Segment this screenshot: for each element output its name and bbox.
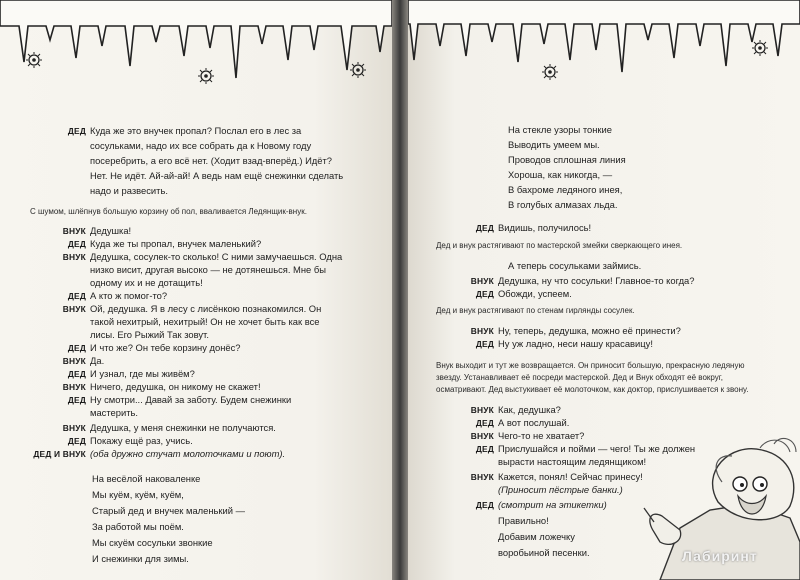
dialogue-line: одному их и не дотащить!	[90, 277, 203, 288]
verse-line: И снежинки для зимы.	[92, 553, 189, 564]
dialogue-line: Ну смотри... Давай за заботу. Будем снежинки	[90, 394, 292, 405]
dialogue-line: Чего-то не хватает?	[498, 430, 585, 441]
dialogue-line: Дедушка!	[90, 225, 132, 236]
stage-direction: осматривают. Дед выстукивает её молоточком, как доктор, прислушивается к звону.	[436, 385, 749, 394]
dialogue-line: лисы. Его Рыжий Так зовут.	[90, 329, 209, 340]
speaker-label: ДЕД	[67, 239, 86, 249]
dialogue-line: Видишь, получилось!	[498, 222, 592, 233]
dialogue-line: воробьиной песенки.	[498, 547, 590, 558]
speaker-label: ВНУК	[62, 252, 86, 262]
speaker-label: ДЕД	[475, 444, 494, 454]
stage-direction: С шумом, шлёпнув большую корзину об пол, вваливается Ледянщик-внук.	[30, 207, 307, 216]
dialogue-line: Дедушка, у меня снежинки не получаются.	[90, 422, 276, 433]
speaker-label: ВНУК	[470, 472, 494, 482]
dialogue-line: вырасти настоящим ледянщиком!	[498, 456, 647, 467]
speaker-label: ДЕД	[67, 126, 86, 136]
dialogue-line: Правильно!	[498, 515, 549, 526]
speaker-label: ДЕД	[67, 343, 86, 353]
dialogue-line: Как, дедушка?	[498, 404, 561, 415]
publisher-watermark: Лабиринт	[682, 548, 758, 564]
speaker-label: ВНУК	[62, 304, 86, 314]
speaker-label: ВНУК	[470, 431, 494, 441]
verse-line: На весёлой наковаленке	[92, 473, 201, 484]
dialogue-line: Покажу ещё раз, учись.	[90, 435, 193, 446]
dialogue-line: И что же? Он тебе корзину донёс?	[90, 342, 241, 353]
dialogue-line: Да.	[90, 355, 105, 366]
speaker-label: ВНУК	[62, 423, 86, 433]
verse-line: Старый дед и внучек маленький —	[92, 505, 245, 516]
stage-direction-inline: (оба дружно стучат молоточками и поют).	[90, 448, 286, 459]
verse-line: Мы куём, куём, куём,	[92, 489, 184, 500]
snowflake-icon	[198, 68, 214, 84]
dialogue-line: Дедушка, сосулек-то сколько! С ними замучаешься. Одна	[90, 251, 343, 262]
speaker-label: ДЕД	[475, 339, 494, 349]
stage-direction: звезду. Устанавливает её посреди мастерской. Дед и Внук обходят её вокруг,	[436, 373, 723, 382]
icicles-decoration-left	[0, 0, 392, 110]
verse-line: Проводов сплошная линия	[508, 154, 626, 165]
verse-line: За работой мы поём.	[92, 521, 184, 532]
dialogue-line: низко висит, другая высоко — не дотянешься. Мне бы	[90, 264, 326, 275]
dialogue-line: сосульками, надо их все собрать да к Новому году	[90, 140, 312, 151]
dialogue-line: Куда же ты пропал, внучек маленький?	[90, 238, 262, 249]
speaker-label: ДЕД	[67, 369, 86, 379]
speaker-label: ВНУК	[470, 405, 494, 415]
dialogue-line: Куда же это внучек пропал? Послал его в лес за	[90, 125, 302, 136]
left-page	[0, 0, 392, 580]
snowflake-icon	[350, 62, 366, 78]
speaker-label: ДЕД	[475, 223, 494, 233]
verse-line: В бахроме ледяного инея,	[508, 184, 623, 195]
speaker-label: ВНУК	[62, 382, 86, 392]
stage-direction: Внук выходит и тут же возвращается. Он приносит большую, прекрасную ледяную	[436, 361, 745, 370]
stage-direction-inline: (Приносит пёстрые банки.)	[498, 484, 623, 495]
verse-line: Мы скуём сосульки звонкие	[92, 537, 213, 548]
speaker-label: ДЕД	[67, 395, 86, 405]
verse-line: Выводить умеем мы.	[508, 139, 600, 150]
dialogue-line: Обожди, успеем.	[498, 288, 572, 299]
speaker-label: ВНУК	[470, 326, 494, 336]
dialogue-line: Дедушка, ну что сосульки! Главное-то когда?	[498, 275, 695, 286]
speaker-label: ДЕД	[67, 291, 86, 301]
dialogue-line: Ну, теперь, дедушка, можно её принести?	[498, 325, 681, 336]
dialogue-line: А вот послушай.	[498, 417, 570, 428]
dialogue-line: Добавим ложечку	[498, 531, 575, 542]
dialogue-line: Ничего, дедушка, он никому не скажет!	[90, 381, 261, 392]
verse-line: Хороша, как никогда, —	[508, 169, 613, 180]
dialogue-line: Кажется, понял! Сейчас принесу!	[498, 471, 643, 482]
dialogue-line: Нет. Не идёт. Ай-ай-ай! А ведь нам ещё снежинки сделать	[90, 170, 344, 181]
dialogue-line: мастерить.	[90, 407, 138, 418]
dialogue-line: И узнал, где мы живём?	[90, 368, 195, 379]
snowflake-icon	[752, 40, 768, 56]
speaker-label: ВНУК	[470, 276, 494, 286]
verse-line: В голубых алмазах льда.	[508, 199, 618, 210]
snowflake-icon	[542, 64, 558, 80]
icicles-decoration-right	[408, 0, 800, 110]
stage-direction: Дед и внук растягивают по мастерской змейки сверкающего инея.	[436, 241, 683, 250]
stage-direction-inline: (смотрит на этикетки)	[498, 499, 607, 510]
speaker-label: ДЕД	[475, 418, 494, 428]
verse-line: А теперь сосульками займись.	[508, 260, 642, 271]
dialogue-line: Прислушайся и пойми — чего! Ты же должен	[498, 443, 696, 454]
dialogue-line: А кто ж помог-то?	[90, 290, 168, 301]
dialogue-line: надо и развесить.	[90, 185, 168, 196]
stage-direction: Дед и внук растягивают по стенам гирлянды сосулек.	[436, 306, 635, 315]
book-gutter	[392, 0, 408, 580]
speaker-label: ДЕД	[475, 500, 494, 510]
dialogue-line: такой нехитрый, нехитрый! Он не хочет быть как все	[90, 316, 320, 327]
speaker-label: ДЕД	[67, 436, 86, 446]
dialogue-line: Ну уж ладно, неси нашу красавицу!	[498, 338, 653, 349]
verse-line: На стекле узоры тонкие	[508, 124, 612, 135]
dialogue-line: Ой, дедушка. Я в лесу с лисёнкою познакомился. Он	[90, 303, 322, 314]
speaker-label: ДЕД И ВНУК	[33, 449, 86, 459]
snowflake-icon	[26, 52, 42, 68]
dialogue-line: посеребрить, а его всё нет. (Ходит взад-вперёд.) Идёт?	[90, 155, 333, 166]
speaker-label: ДЕД	[475, 289, 494, 299]
speaker-label: ВНУК	[62, 226, 86, 236]
speaker-label: ВНУК	[62, 356, 86, 366]
